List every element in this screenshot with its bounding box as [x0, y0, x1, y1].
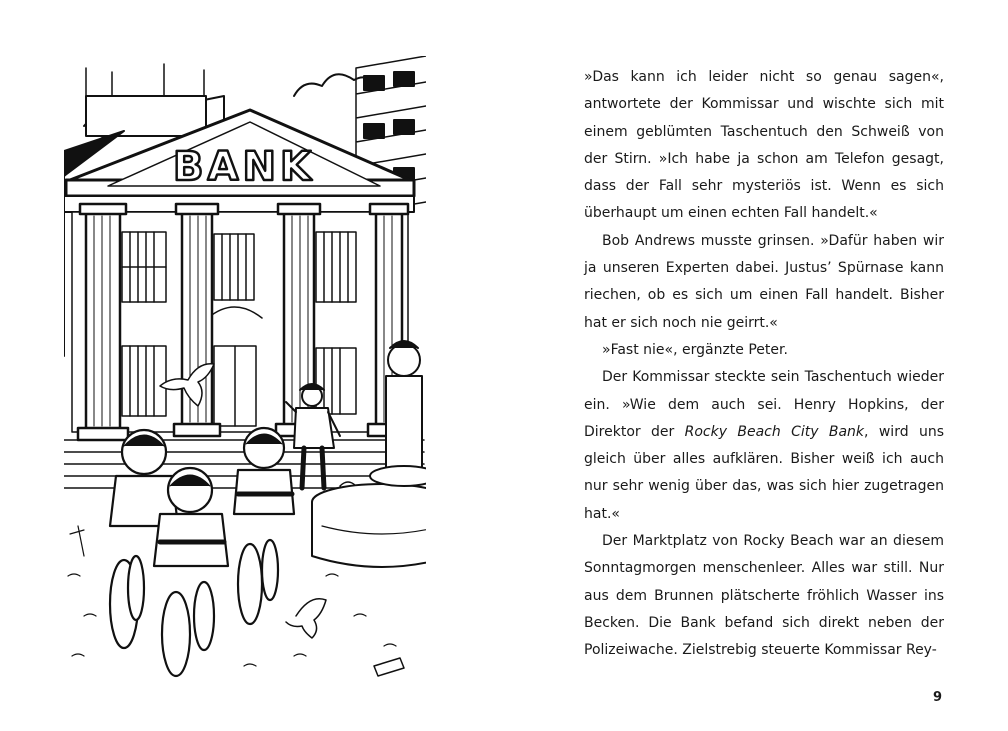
- paragraph-text: Der Kommissar steckte sein Taschentuch wieder ein. »Wie dem auch sei. Henry Hopkins, der Direktor der: [584, 369, 944, 440]
- bank-illustration: [64, 56, 426, 678]
- book-title-emphasis: Rocky Beach City Bank: [684, 423, 865, 440]
- paragraph: [584, 228, 944, 337]
- page-number: 9: [932, 690, 942, 705]
- paragraph: [584, 64, 944, 228]
- paragraph-text: Der Marktplatz von Rocky Beach war an diesem Sonntagmorgen menschenleer. Alles war still. Nur aus dem Brunnen plätscherte fröhlich Wasser ins Becken. Die Bank befand sich direkt neben der Polizeiwache. Zielstrebig steuerte Kommissar Rey-: [584, 533, 944, 659]
- paragraph-text: »Fast nie«, ergänzte Peter.: [602, 341, 788, 358]
- paragraph: [584, 364, 944, 528]
- paragraph: [584, 337, 944, 364]
- bank-sign-text: BANK: [173, 144, 315, 190]
- paragraph-text: »Das kann ich leider nicht so genau sagen«, antwortete der Kommissar und wischte sich mit einem geblümten Taschentuch den Schweiß von der Stirn. »Ich habe ja schon am Telefon gesagt, dass der Fall sehr mysteriös ist. Wenn es sich überhaupt um einen echten Fall handelt.«: [584, 69, 944, 222]
- paragraph-text: , wird uns gleich über alles aufklären. Bisher weiß ich auch nur sehr wenig über das, was sich hier zugetragen hat.«: [584, 423, 944, 522]
- paragraph: [584, 528, 944, 664]
- paragraph-text: Bob Andrews musste grinsen. »Dafür haben wir ja unseren Experten dabei. Justus’ Spürnase kann riechen, ob es sich um einen Fall handelt. Bisher hat er sich noch nie geirrt.«: [584, 232, 944, 331]
- body-text: [584, 64, 944, 665]
